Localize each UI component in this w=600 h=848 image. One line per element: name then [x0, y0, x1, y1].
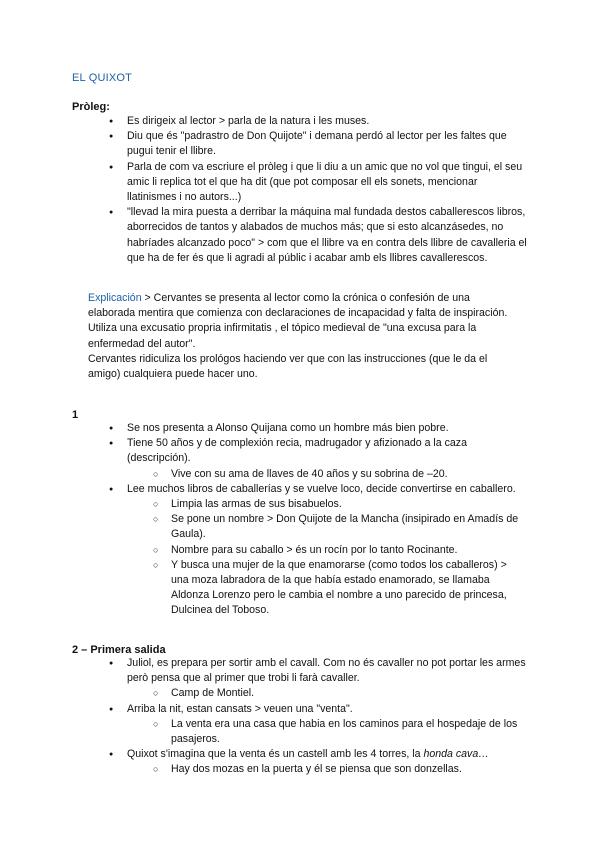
sub-list [127, 686, 527, 701]
list-item-text: Tiene 50 años y de complexión recia, madrugador y afizionado a la caza (descripción). [127, 437, 467, 465]
list-item [127, 702, 527, 748]
list-item: ● Se nos presenta a Alonso Quijana como un hombre más bien pobre. [127, 421, 527, 436]
list-item-text: Lee muchos libros de caballerías y se vuelve loco, decide convertirse en caballero. [127, 482, 516, 495]
section-heading-1: 1 [72, 409, 79, 421]
list-item-emphasis: honda cava… [423, 748, 489, 761]
cap1-bullet-list [127, 421, 527, 619]
sub-list [127, 497, 527, 619]
explicacion-label: Explicación [88, 292, 142, 304]
paragraph: Utiliza una excusatio propria infirmitatis , el tópico medieval de "una excusa para la enfermedad del autor". [88, 322, 477, 350]
explicacion-text: > Cervantes se presenta al lector como la crónica o confesión de una elaborada mentira que comienza con declaraciones de incapacidad y falta de inspiración. [88, 292, 508, 320]
cap2-bullet-list [127, 656, 527, 778]
list-item: ● "llevad la mira puesta a derribar la máquina mal fundada destos caballerescos libros, aborrecidos de tantos y alabados de muchos más; que si esto alcanzásedes, no habríades alcanzado poco" > com que el llibre va en contra dels llibre de cavalleria el que ha de fer és que li agradi al públic i acabar amb els llibres cavallerescos. [127, 205, 527, 266]
sub-list-item: ○ Vive con su ama de llaves de 40 años y su sobrina de ‒20. [171, 467, 527, 482]
list-item [127, 747, 527, 777]
list-item: ● Diu que és "padrastro de Don Quijote" i demana perdó al lector per les faltes que pugui tenir el llibre. [127, 129, 527, 159]
document-title: EL QUIXOT [72, 72, 133, 84]
sub-list-item: ○ Nombre para su caballo > és un rocín por lo tanto Rocinante. [171, 543, 527, 558]
list-item: ● Es dirigeix al lector > parla de la natura i les muses. [127, 114, 527, 129]
section-heading-proleg: Pròleg: [72, 101, 110, 113]
list-item-text: Juliol, es prepara per sortir amb el cavall. Com no és cavaller no pot portar les armes però pensa que al primer que trobi li farà cavaller. [127, 657, 526, 685]
sub-list-item: ○ Limpia las armas de sus bisabuelos. [171, 497, 527, 512]
proleg-bullet-list [127, 114, 527, 266]
explicacion-paragraph [88, 291, 518, 382]
sub-list [127, 762, 527, 777]
list-item [127, 436, 527, 482]
list-item [127, 656, 527, 702]
sub-list-item: ○ Hay dos mozas en la puerta y él se piensa que son donzellas. [171, 762, 527, 777]
sub-list-item: ○ Camp de Montiel. [171, 686, 527, 701]
sub-list [127, 717, 527, 747]
sub-list-item: ○ Y busca una mujer de la que enamorarse (como todos los caballeros) > una moza labradora de la que había estado enamorado, se llamaba Aldonza Lorenzo pero le cambia el nombre a uno parecido de princesa, Dulcinea del Toboso. [171, 558, 527, 619]
sub-list [127, 467, 527, 482]
sub-list-item: ○ Se pone un nombre > Don Quijote de la Mancha (insipirado en Amadís de Gaula). [171, 512, 527, 542]
list-item-text: Arriba la nit, estan cansats > veuen una "venta". [127, 702, 353, 715]
paragraph: Cervantes ridiculiza los prológos haciendo ver que con las instrucciones (que le da el amigo) cualquiera puede hacer uno. [88, 352, 488, 381]
list-item-text: Quixot s'imagina que la venta és un castell amb les 4 torres, la [127, 748, 424, 761]
section-heading-2: 2 – Primera salida [72, 644, 166, 656]
list-item: ● Parla de com va escriure el pròleg i que li diu a un amic que no vol que tingui, el seu amic li replica tot el que ha dit (que pot composar ell els sonets, mencionar llatinismes i no autors...) [127, 160, 527, 206]
sub-list-item: ○ La venta era una casa que habia en los caminos para el hospedaje de los pasajeros. [171, 717, 527, 747]
list-item [127, 482, 527, 619]
